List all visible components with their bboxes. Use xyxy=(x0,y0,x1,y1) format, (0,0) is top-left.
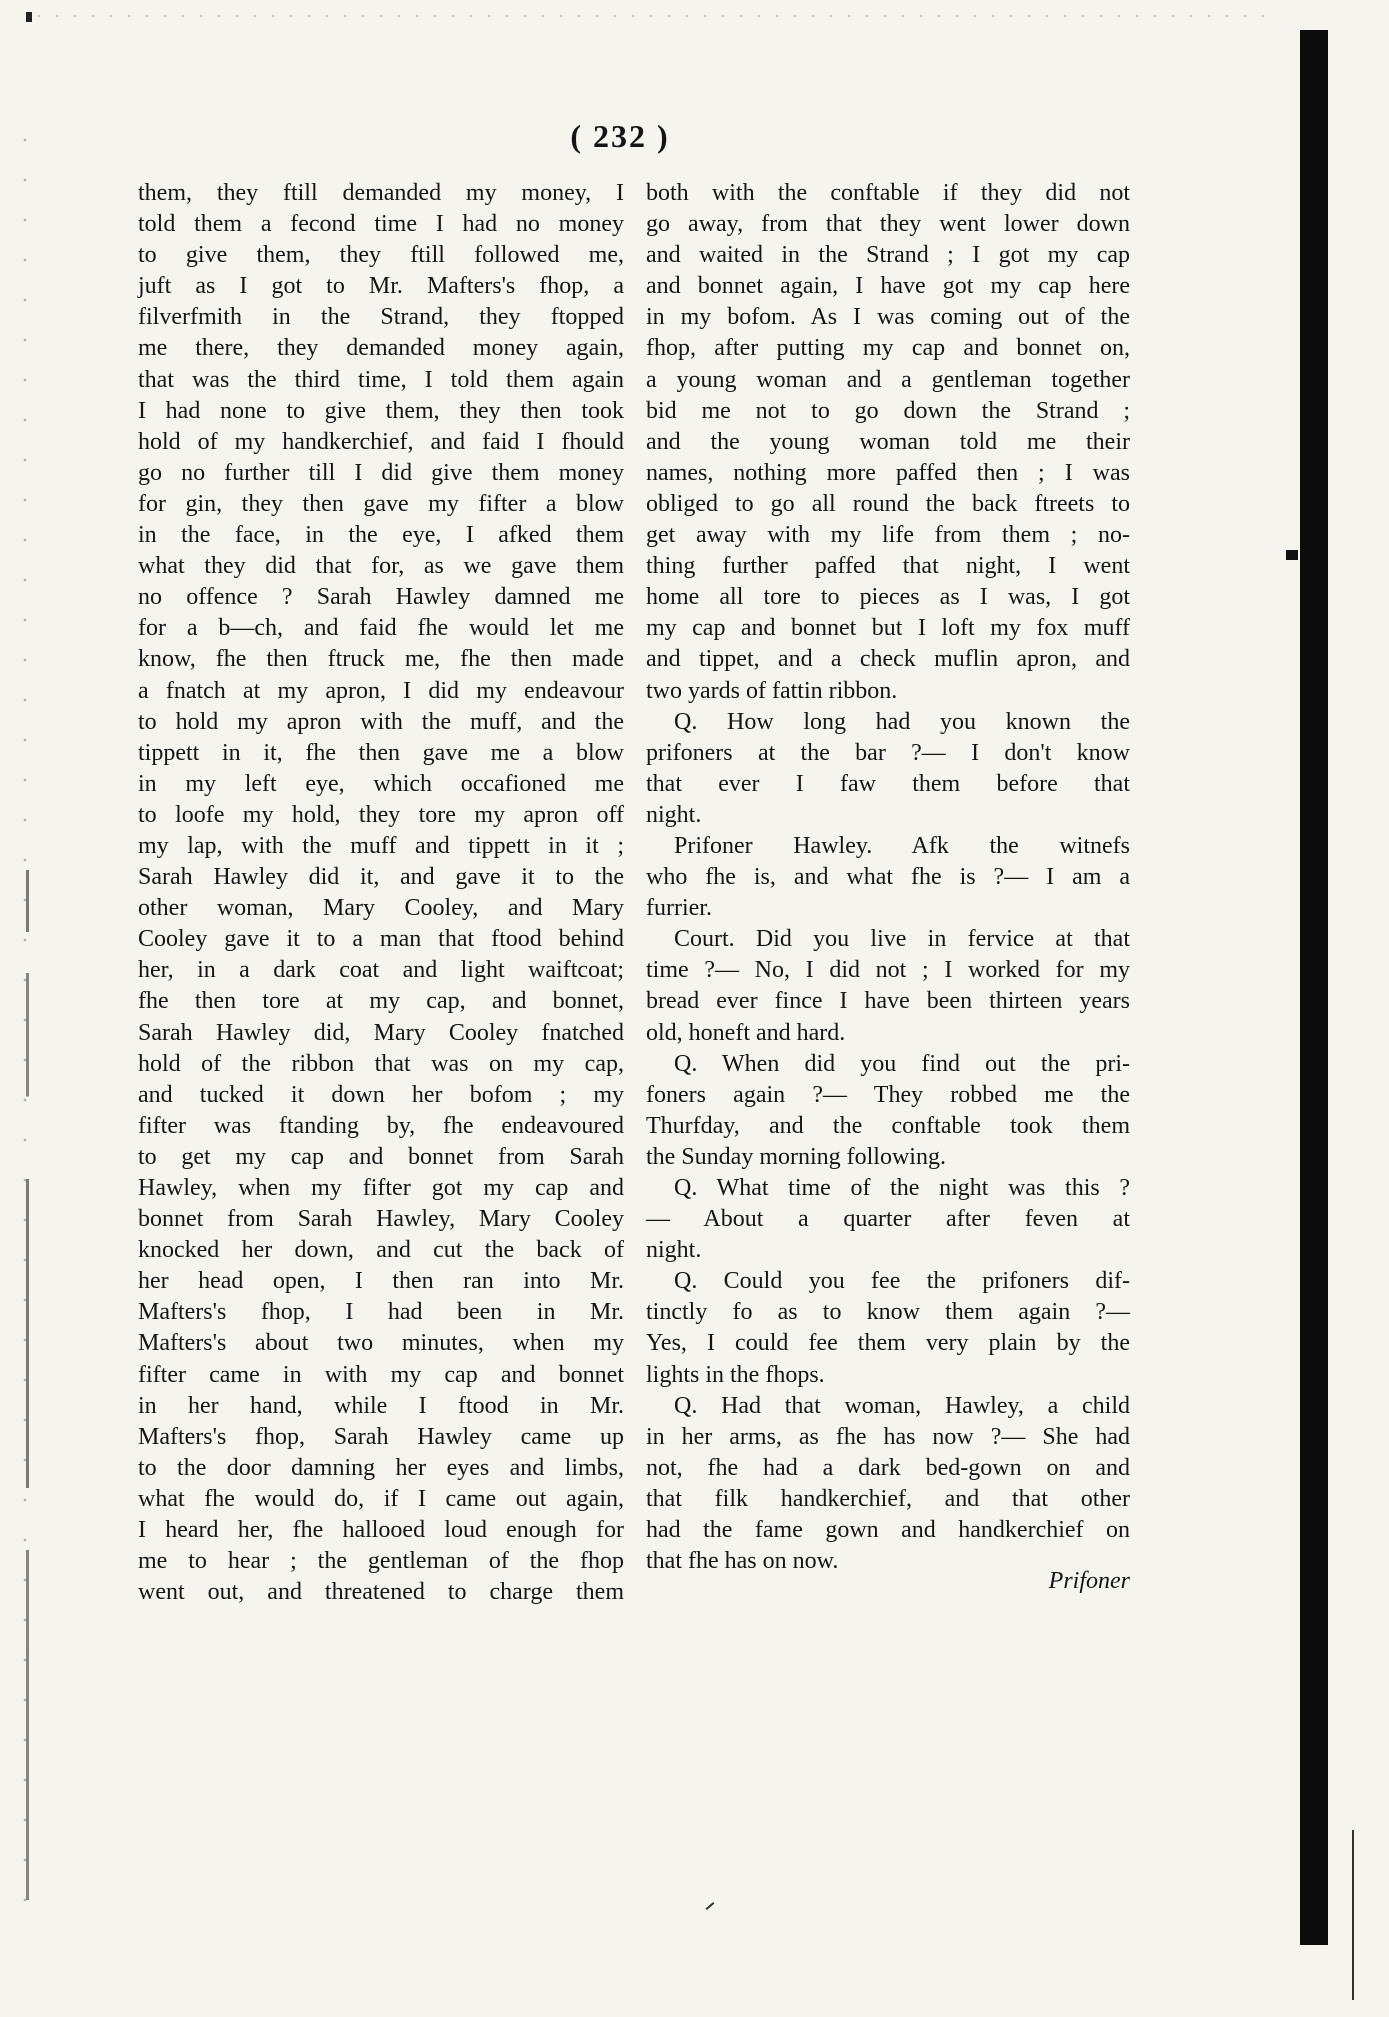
text-line: the Sunday morning following. xyxy=(646,1143,946,1170)
text-line: me to hear ; the gentleman of the fhop xyxy=(138,1548,624,1575)
text-line: Mafters's fhop, I had been in Mr. xyxy=(138,1299,624,1326)
text-line: know, fhe then ftruck me, fhe then made xyxy=(138,646,624,673)
text-line: night. xyxy=(646,1237,702,1264)
text-line: a fnatch at my apron, I did my endeavour xyxy=(138,677,624,704)
text-line: my lap, with the muff and tippett in it ; xyxy=(138,832,624,859)
text-line: juft as I got to Mr. Mafters's fhop, a xyxy=(138,273,624,300)
text-line: tippett in it, fhe then gave me a blow xyxy=(138,739,624,766)
text-line: in my left eye, which occafioned me xyxy=(138,770,624,797)
text-line: both with the conftable if they did not xyxy=(646,180,1130,206)
text-line: had the fame gown and handkerchief on xyxy=(646,1517,1130,1544)
scan-edge-bar xyxy=(1300,30,1328,1945)
text-line: bonnet from Sarah Hawley, Mary Cooley xyxy=(138,1206,624,1233)
text-line: tinctly fo as to know them again ?— xyxy=(646,1299,1130,1326)
text-line: Thurfday, and the conftable took them xyxy=(646,1112,1130,1139)
text-line: Q. How long had you known the xyxy=(674,708,1130,735)
text-line: told them a fecond time I had no money xyxy=(138,211,624,238)
text-line: that fhe has on now. xyxy=(646,1548,839,1575)
text-line: went out, and threatened to charge them xyxy=(138,1579,624,1606)
text-line: go no further till I did give them money xyxy=(138,459,624,486)
text-line: fifter came in with my cap and bonnet xyxy=(138,1361,624,1388)
text-line: that was the third time, I told them again xyxy=(138,366,624,393)
text-line: who fhe is, and what fhe is ?— I am a xyxy=(646,864,1130,891)
scan-corner-mark xyxy=(26,12,32,22)
text-line: in my bofom. As I was coming out of the xyxy=(646,304,1130,331)
text-line: get away with my life from them ; no- xyxy=(646,522,1130,549)
text-line: what fhe would do, if I came out again, xyxy=(138,1485,624,1512)
text-line: I had none to give them, they then took xyxy=(138,397,624,424)
text-line: and waited in the Strand ; I got my cap xyxy=(646,242,1130,269)
scan-edge-line xyxy=(1352,1830,1354,2000)
text-line: and tippet, and a check muflin apron, and xyxy=(646,646,1130,673)
text-line: a young woman and a gentleman together xyxy=(646,366,1130,393)
text-line: and tucked it down her bofom ; my xyxy=(138,1081,624,1108)
text-line: in her arms, as fhe has now ?— She had xyxy=(646,1423,1130,1450)
text-line: two yards of fattin ribbon. xyxy=(646,677,898,704)
text-line: I heard her, fhe hallooed loud enough for xyxy=(138,1517,624,1544)
text-line: that ever I faw them before that xyxy=(646,770,1130,797)
scan-specks xyxy=(30,10,1280,22)
stray-mark xyxy=(706,1902,715,1910)
text-line: filverfmith in the Strand, they ftopped xyxy=(138,304,624,331)
text-line: Cooley gave it to a man that ftood behind xyxy=(138,926,624,953)
text-line: Yes, I could fee them very plain by the xyxy=(646,1330,1130,1357)
text-line: Q. Could you fee the prifoners dif- xyxy=(674,1268,1130,1295)
text-line: home all tore to pieces as I was, I got xyxy=(646,584,1130,611)
text-line: and bonnet again, I have got my cap here xyxy=(646,273,1130,300)
text-line: obliged to go all round the back ftreets to xyxy=(646,490,1130,517)
text-line: me there, they demanded money again, xyxy=(138,335,624,362)
catchword: Prifoner xyxy=(1048,1568,1130,1594)
text-line: fhop, after putting my cap and bonnet on, xyxy=(646,335,1130,362)
text-line: what they did that for, as we gave them xyxy=(138,553,624,580)
text-line: not, fhe had a dark bed-gown on and xyxy=(646,1454,1130,1481)
text-line: for gin, they then gave my fifter a blow xyxy=(138,490,624,517)
text-line: Q. When did you find out the pri- xyxy=(674,1050,1130,1077)
text-line: Mafters's fhop, Sarah Hawley came up xyxy=(138,1423,624,1450)
text-line: Sarah Hawley did it, and gave it to the xyxy=(138,864,624,891)
text-line: fifter was ftanding by, fhe endeavoured xyxy=(138,1112,624,1139)
text-line: for a b—ch, and faid fhe would let me xyxy=(138,615,624,642)
text-line: Hawley, when my fifter got my cap and xyxy=(138,1175,624,1201)
text-line: to hold my apron with the muff, and the xyxy=(138,708,624,735)
text-line: thing further paffed that night, I went xyxy=(646,553,1130,580)
text-line: fhe then tore at my cap, and bonnet, xyxy=(138,988,624,1015)
text-line: foners again ?— They robbed me the xyxy=(646,1081,1130,1108)
text-line: to loofe my hold, they tore my apron off xyxy=(138,801,624,828)
text-line: — About a quarter after feven at xyxy=(646,1206,1130,1233)
text-line: and the young woman told me their xyxy=(646,428,1130,455)
text-line: night. xyxy=(646,801,702,828)
text-line: Q. What time of the night was this ? xyxy=(674,1175,1130,1201)
text-line: Q. Had that woman, Hawley, a child xyxy=(674,1392,1130,1419)
text-line: Sarah Hawley did, Mary Cooley fnatched xyxy=(138,1019,624,1046)
text-line: furrier. xyxy=(646,895,712,922)
text-line: hold of the ribbon that was on my cap, xyxy=(138,1050,624,1077)
text-line: time ?— No, I did not ; I worked for my xyxy=(646,957,1130,984)
left-column xyxy=(138,178,624,1608)
text-line: to the door damning her eyes and limbs, xyxy=(138,1454,624,1481)
text-line: knocked her down, and cut the back of xyxy=(138,1237,624,1264)
page-number: ( 232 ) xyxy=(570,118,670,154)
text-line: to give them, they ftill followed me, xyxy=(138,242,624,269)
text-line: Mafters's about two minutes, when my xyxy=(138,1330,624,1357)
text-line: in her hand, while I ftood in Mr. xyxy=(138,1392,624,1419)
text-line: that filk handkerchief, and that other xyxy=(646,1485,1130,1512)
text-line: her head open, I then ran into Mr. xyxy=(138,1268,624,1295)
text-line: prifoners at the bar ?— I don't know xyxy=(646,739,1130,766)
binding-shadow xyxy=(26,870,29,1900)
right-column xyxy=(646,178,1130,1577)
text-line: bread ever fince I have been thirteen years xyxy=(646,988,1130,1015)
margin-dust xyxy=(18,120,32,1920)
text-line: bid me not to go down the Strand ; xyxy=(646,397,1130,424)
text-line: Court. Did you live in fervice at that xyxy=(674,926,1130,953)
text-line: to get my cap and bonnet from Sarah xyxy=(138,1143,624,1170)
text-line: lights in the fhops. xyxy=(646,1361,825,1388)
text-line: in the face, in the eye, I afked them xyxy=(138,522,624,549)
text-line: no offence ? Sarah Hawley damned me xyxy=(138,584,624,611)
text-line: old, honeft and hard. xyxy=(646,1019,846,1046)
text-line: hold of my handkerchief, and faid I fhould xyxy=(138,428,624,455)
text-line: other woman, Mary Cooley, and Mary xyxy=(138,895,624,922)
text-line: names, nothing more paffed then ; I was xyxy=(646,459,1130,486)
text-line: go away, from that they went lower down xyxy=(646,211,1130,238)
text-line: my cap and bonnet but I loft my fox muff xyxy=(646,615,1130,642)
text-line: them, they ftill demanded my money, I xyxy=(138,180,624,206)
text-line: her, in a dark coat and light waiftcoat; xyxy=(138,957,624,984)
text-line: Prifoner Hawley. Afk the witnefs xyxy=(674,832,1130,859)
